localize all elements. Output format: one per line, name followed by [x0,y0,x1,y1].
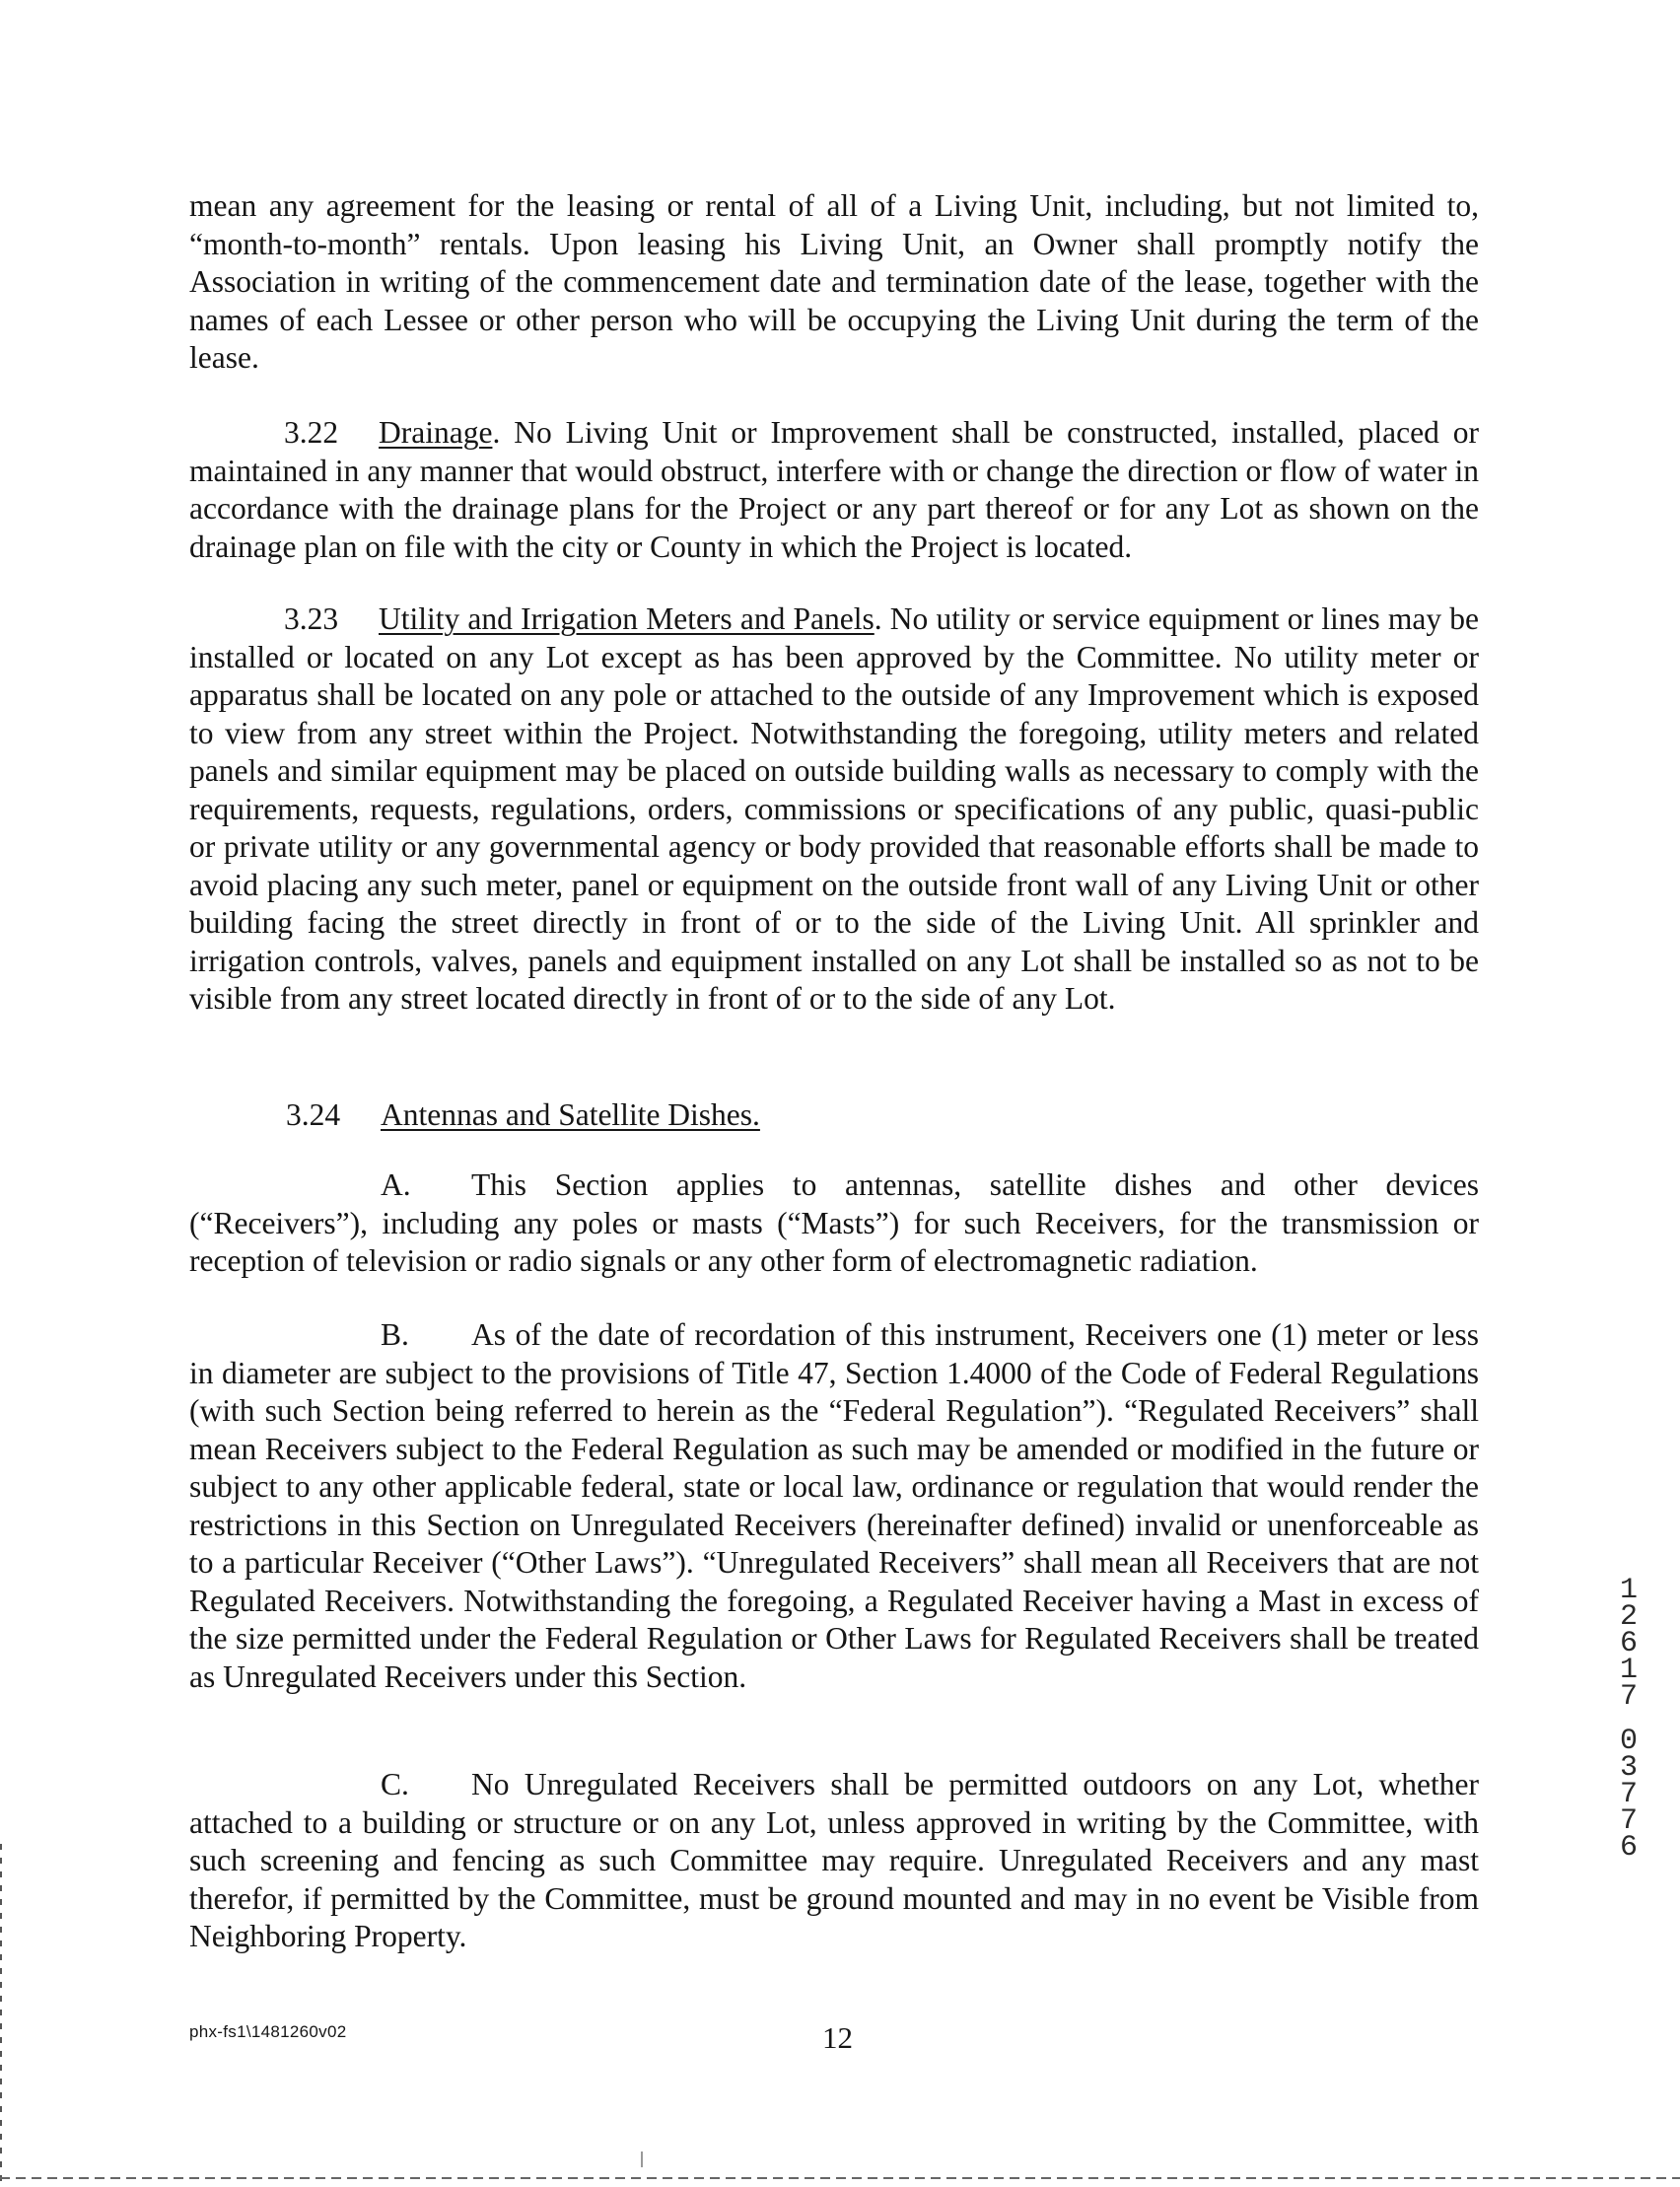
lease-continuation-text: mean any agreement for the leasing or rental of all of a Living Unit, including, but not limited to, “month-to-month” rentals. Upon leasing his Living Unit, an Owner shall promptly notify the Association in writing of the commencement date and termination date of the lease, together with the names of each Lessee or other person who will be occupying the Living Unit during the term of the lease. [189,188,1479,375]
stamp-digit: 6 [1619,1831,1638,1865]
stamp-digit: 7 [1619,1804,1638,1838]
recording-number-stamp [1611,1574,1646,1865]
section-3-24-a-text: This Section applies to antennas, satellite dishes and other devices (“Receivers”), including any poles or masts (“Masts”) for such Receivers, for the transmission or reception of television or radio signals or any other form of electromagnetic radiation. [189,1167,1479,1278]
section-3-24-b-paragraph [189,1316,1479,1696]
footer-document-id: phx-fs1\1481260v02 [189,2022,347,2041]
stamp-digit: 1 [1619,1574,1638,1607]
section-3-24-c-paragraph [189,1766,1479,1956]
section-3-23-text: . No utility or service equipment or lines may be installed or located on any Lot except as has been approved by the Committee. No utility meter or apparatus shall be located on any pole or attached to the outside of any Improvement which is exposed to view from any street within the Project. Notwithstanding the foregoing, utility meters and related panels and similar equipment may be placed on outside building walls as necessary to comply with the requirements, requests, regulations, orders, commissions or specifications of any public, quasi-public or private utility or any governmental agency or body provided that reasonable efforts shall be made to avoid placing any such meter, panel or equipment on the outside front wall of any Living Unit or other building facing the street directly in front of or to the side of the Living Unit. All sprinkler and irrigation controls, valves, panels and equipment installed on any Lot shall be installed so as not to be visible from any street located directly in front of or to the side of any Lot. [189,601,1480,1016]
section-3-24-a-letter: A. [381,1167,411,1202]
section-3-23-title: Utility and Irrigation Meters and Panels [379,601,875,636]
section-3-24-title: Antennas and Satellite Dishes. [381,1097,760,1132]
stamp-digit: 7 [1619,1778,1638,1811]
lease-continuation-paragraph [189,187,1479,378]
scan-speck [641,2152,643,2167]
stamp-digit: 1 [1619,1654,1638,1687]
section-3-24-a-paragraph [189,1166,1479,1281]
stamp-digit: 0 [1619,1725,1638,1758]
section-3-22-title: Drainage [379,415,493,450]
stamp-digit: 3 [1619,1751,1638,1785]
section-3-22-number: 3.22 [284,415,339,450]
section-3-24-c-text: No Unregulated Receivers shall be permitted outdoors on any Lot, whether attached to a building or structure or on any Lot, unless approved in writing by the Committee, with such screening and fencing as such Committee may require. Unregulated Receivers and any mast therefor, if permitted by the Committee, must be ground mounted and may in no event be Visible from Neighboring Property. [189,1767,1479,1953]
scan-edge-mark [0,2177,1680,2179]
section-3-24-heading [286,1096,760,1135]
section-3-24-b-text: As of the date of recordation of this instrument, Receivers one (1) meter or less in diameter are subject to the provisions of Title 47, Section 1.4000 of the Code of Federal Regulations (with such Section being referred to herein as the “Federal Regulation”). “Regulated Receivers” shall mean Receivers subject to the Federal Regulation as such may be amended or modified in the future or subject to any other applicable federal, state or local law, ordinance or regulation that would render the restrictions in this Section on Unregulated Receivers (hereinafter defined) invalid or unenforceable as to a particular Receiver (“Other Laws”). “Unregulated Receivers” shall mean all Receivers that are not Regulated Receivers. Notwithstanding the foregoing, a Regulated Receiver having a Mast in excess of the size permitted under the Federal Regulation or Other Laws for Regulated Receivers shall be treated as Unregulated Receivers under this Section. [189,1317,1479,1694]
stamp-digit: 6 [1619,1627,1638,1660]
section-3-23-number: 3.23 [284,601,339,636]
section-3-23-paragraph [189,600,1479,1019]
stamp-digit: 7 [1619,1680,1638,1714]
section-3-24-c-letter: C. [381,1767,409,1801]
section-3-22-paragraph [189,414,1479,566]
scan-edge-mark [0,1844,2,2187]
section-3-24-b-letter: B. [381,1317,409,1352]
section-3-24-number: 3.24 [286,1097,341,1132]
page-number: 12 [822,2020,853,2055]
stamp-digit: 2 [1619,1600,1638,1634]
section-3-22-text: . No Living Unit or Improvement shall be constructed, installed, placed or maintained in any manner that would obstruct, interfere with or change the direction or flow of water in accordance with the drainage plans for the Project or any part thereof or for any Lot as shown on the drainage plan on file with the city or County in which the Project is located. [189,415,1479,564]
